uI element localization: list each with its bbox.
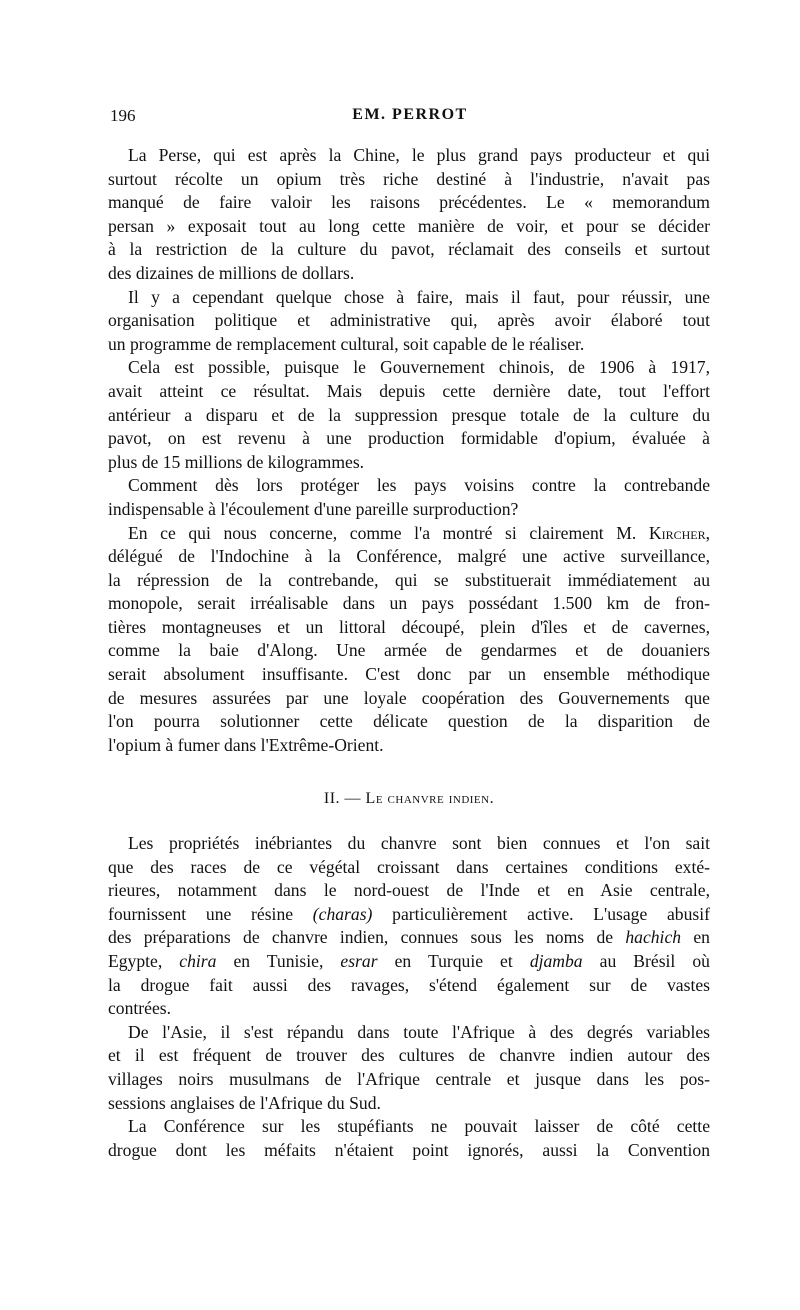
running-head: EM. PERROT bbox=[352, 106, 468, 123]
text-line: à la restriction de la culture du pavot, réclamait des conseils et surtout bbox=[108, 239, 710, 260]
text-fragment: en bbox=[693, 927, 710, 948]
italic-term: (charas) bbox=[312, 903, 373, 924]
text-line: que des races de ce végétal croissant dans certaines conditions exté- bbox=[108, 856, 710, 877]
text-line: l'opium à fumer dans l'Extrême-Orient. bbox=[108, 734, 384, 755]
text-line: rieures, notamment dans le nord-ouest de l'Inde et en Asie centrale, bbox=[108, 880, 710, 901]
page-header bbox=[110, 106, 710, 130]
text-line: villages noirs musulmans de l'Afrique centrale et jusque dans les pos- bbox=[108, 1068, 710, 1089]
text-line: Cela est possible, puisque le Gouvernement chinois, de 1906 à 1917, bbox=[128, 357, 710, 378]
text-line bbox=[108, 903, 710, 927]
text-line: Les propriétés inébriantes du chanvre sont bien connues et l'on sait bbox=[128, 833, 710, 853]
text-line: des dizaines de millions de dollars. bbox=[108, 262, 355, 283]
text-line: indispensable à l'écoulement d'une pareille surproduction? bbox=[108, 498, 519, 519]
text-line: drogue dont les méfaits n'étaient point ignorés, aussi la Convention bbox=[108, 1139, 710, 1160]
text-line: persan » exposait tout au long cette manière de voir, et pour se décider bbox=[108, 215, 710, 236]
text-fragment: particulièrement active. L'usage abusif bbox=[392, 903, 710, 924]
text-line: monopole, serait irréalisable dans un pays possédant 1.500 km de fron- bbox=[108, 593, 710, 614]
page-number: 196 bbox=[110, 106, 136, 125]
text-line: antérieur a disparu et de la suppression presque totale de la culture du bbox=[108, 404, 710, 425]
text-fragment: en Turquie et bbox=[394, 950, 513, 971]
text-line bbox=[108, 522, 710, 546]
author-name: Kircher, bbox=[648, 522, 710, 543]
text-line: la drogue fait aussi des ravages, s'étend également sur de vastes bbox=[108, 974, 710, 995]
text-line: comme la baie d'Along. Une armée de gendarmes et de douaniers bbox=[108, 640, 710, 661]
text-line: l'on pourra solutionner cette délicate question de la disparition de bbox=[108, 711, 710, 732]
text-line: avait atteint ce résultat. Mais depuis cette dernière date, tout l'effort bbox=[108, 380, 710, 401]
text-line: organisation politique et administrative qui, après avoir élaboré tout bbox=[108, 310, 710, 331]
text-line: tières montagneuses et un littoral découpé, plein d'îles et de cavernes, bbox=[108, 616, 710, 637]
text-line: De l'Asie, il s'est répandu dans toute l'Afrique à des degrés variables bbox=[128, 1021, 710, 1042]
text-line: La Conférence sur les stupéfiants ne pouvait laisser de côté cette bbox=[128, 1116, 710, 1137]
text-line: manqué de faire valoir les raisons précédentes. Le « memorandum bbox=[108, 192, 710, 213]
hemp-section-text bbox=[108, 832, 710, 1162]
text-line: sessions anglaises de l'Afrique du Sud. bbox=[108, 1092, 381, 1113]
text-line: de mesures assurées par une loyale coopération des Gouvernements que bbox=[108, 687, 710, 708]
text-line bbox=[108, 950, 710, 974]
text-line: serait absolument insuffisante. C'est donc par un ensemble méthodique bbox=[108, 664, 710, 685]
text-line: Comment dès lors protéger les pays voisins contre la contrebande bbox=[128, 475, 710, 496]
text-fragment: fournissent une résine bbox=[108, 903, 294, 924]
text-line: un programme de remplacement cultural, soit capable de le réaliser. bbox=[108, 333, 585, 354]
text-line bbox=[108, 926, 710, 950]
text-line: contrées. bbox=[108, 998, 172, 1019]
text-line: la répression de la contrebande, qui se substituerait immédiatement au bbox=[108, 569, 710, 590]
italic-term: esrar bbox=[340, 950, 378, 971]
italic-term: djamba bbox=[529, 950, 583, 971]
text-line: plus de 15 millions de kilogrammes. bbox=[108, 451, 365, 472]
text-fragment: des préparations de chanvre indien, connues sous les noms de bbox=[108, 927, 614, 948]
text-line: et il est fréquent de trouver des cultures de chanvre indien autour des bbox=[108, 1045, 710, 1066]
text-line: pavot, on est revenu à une production formidable d'opium, évaluée à bbox=[108, 428, 710, 449]
text-fragment: au Brésil où bbox=[599, 950, 710, 971]
section-heading-prefix: II. — L bbox=[323, 790, 376, 807]
section-heading bbox=[108, 790, 710, 808]
text-fragment: En ce qui nous concerne, comme l'a montré si clairement M. bbox=[128, 522, 637, 543]
text-line: La Perse, qui est après la Chine, le plus grand pays producteur et qui bbox=[128, 145, 710, 165]
text-line: Il y a cependant quelque chose à faire, mais il faut, pour réussir, une bbox=[128, 286, 710, 307]
text-line: délégué de l'Indochine à la Conférence, malgré une active surveillance, bbox=[108, 546, 710, 567]
text-fragment: Egypte, bbox=[108, 950, 163, 971]
text-fragment: en Tunisie, bbox=[233, 950, 324, 971]
text-line: surtout récolte un opium très riche destiné à l'industrie, n'avait pas bbox=[108, 168, 710, 189]
italic-term: hachich bbox=[625, 927, 682, 948]
italic-term: chira bbox=[179, 950, 217, 971]
opium-section-text bbox=[108, 144, 710, 757]
section-heading-title: e chanvre indien. bbox=[375, 790, 495, 807]
